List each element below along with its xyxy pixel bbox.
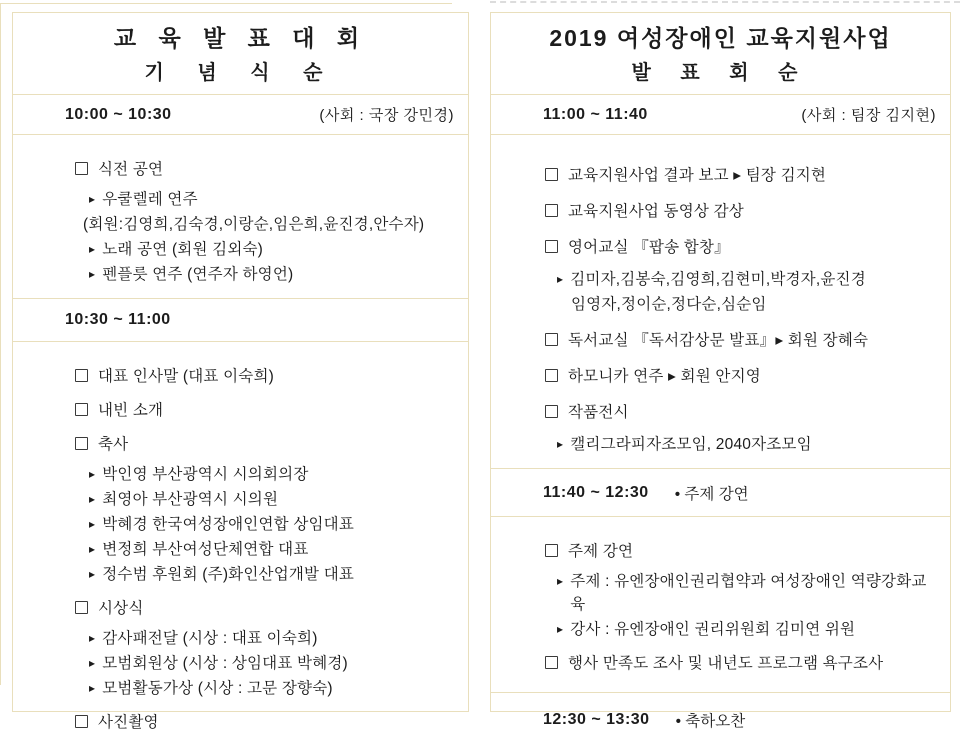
program-subitem [13, 538, 458, 561]
checkbox-icon [75, 162, 88, 175]
program-items-section [491, 516, 950, 692]
program-item [491, 200, 940, 223]
ceremony-subtitle: 기 념 식 순 [144, 61, 337, 84]
triangle-bullet-icon: ▸ [89, 631, 96, 645]
program-item [491, 329, 940, 352]
triangle-bullet-icon: ▸ [557, 437, 564, 451]
triangle-bullet-icon: ▸ [89, 517, 96, 531]
program-subitem [491, 618, 940, 641]
program-item-text: 하모니카 연주 ▸ 회원 안지영 [568, 368, 761, 385]
presentation-subtitle: 발 표 회 순 [631, 61, 810, 84]
program-subitem [13, 188, 458, 211]
ceremony-title: 교 육 발 표 대 회 [113, 25, 368, 52]
checkbox-icon [545, 405, 558, 418]
program-item [491, 401, 940, 424]
schedule-time-row [491, 94, 950, 134]
triangle-bullet-icon: ▸ [89, 656, 96, 670]
program-item-text: 캘리그라피자조모임, 2040자조모임 [570, 436, 812, 453]
triangle-bullet-icon: ▸ [89, 681, 96, 695]
presentation-program-header [491, 13, 950, 94]
program-item [13, 711, 458, 734]
presentation-title: 2019 여성장애인 교육지원사업 [549, 25, 892, 52]
schedule-time-row [491, 692, 950, 742]
left-edge-rule [0, 3, 1, 685]
program-item-text: 주제 : 유엔장애인권리협약과 여성장애인 역량강화교육 [570, 573, 927, 613]
program-item-text: 감사패전달 (시상 : 대표 이숙희) [102, 630, 318, 647]
time-range: 12:30 ~ 13:30 [543, 710, 650, 728]
program-subitem [13, 488, 458, 511]
presentation-program-box [490, 12, 951, 730]
triangle-bullet-icon: ▸ [89, 267, 96, 281]
host-label: (사회 : 팀장 김지현) [801, 107, 936, 124]
program-subitem [13, 563, 458, 586]
checkbox-icon [545, 544, 558, 557]
program-item-text: 교육지원사업 결과 보고 ▸ 팀장 김지현 [568, 167, 827, 184]
program-item-text: 임영자,정이순,정다순,심순임 [571, 296, 767, 313]
program-item-text: 교육지원사업 동영상 감상 [568, 203, 744, 220]
program-subitem [13, 677, 458, 700]
program-item-text: 영어교실 『팝송 합창』 [568, 239, 730, 256]
checkbox-icon [545, 240, 558, 253]
program-item-text: 노래 공연 (회원 김외숙) [102, 241, 264, 258]
program-subitem [491, 293, 940, 316]
time-row-note: • 주제 강연 [674, 485, 749, 503]
program-item-text: 정수범 후원회 (주)화인산업개발 대표 [102, 566, 355, 583]
checkbox-icon [75, 369, 88, 382]
program-item-text: 대표 인사말 (대표 이숙희) [98, 368, 274, 385]
ceremony-program-box [12, 12, 469, 731]
program-item-text: 행사 만족도 조사 및 내년도 프로그램 욕구조사 [568, 655, 884, 672]
program-item [13, 365, 458, 388]
checkbox-icon [545, 333, 558, 346]
ceremony-program-rows [13, 94, 468, 751]
program-item-text: 축사 [98, 436, 129, 453]
time-range: 11:00 ~ 11:40 [543, 105, 648, 123]
top-rule-left [0, 3, 452, 4]
checkbox-icon [545, 656, 558, 669]
triangle-bullet-icon: ▸ [89, 567, 96, 581]
program-item-text: 박혜경 한국여성장애인연합 상임대표 [102, 516, 355, 533]
program-subitem [491, 433, 940, 456]
program-item [13, 399, 458, 422]
program-item-text: 사진촬영 [98, 714, 159, 731]
triangle-bullet-icon: ▸ [89, 467, 96, 481]
program-subitem [13, 238, 458, 261]
time-row-note: • 축하오찬 [675, 712, 746, 730]
program-item-text: 모범회원상 (시상 : 상임대표 박혜경) [102, 655, 348, 672]
program-subitem [491, 268, 940, 291]
page-break-dashed-rule [490, 1, 960, 3]
time-range: 10:30 ~ 11:00 [65, 311, 171, 328]
triangle-bullet-icon: ▸ [557, 622, 564, 636]
program-item-text: 펜플릇 연주 (연주자 하영언) [102, 266, 294, 283]
checkbox-icon [75, 403, 88, 416]
program-item-text: 우쿨렐레 연주 [102, 191, 198, 208]
triangle-bullet-icon: ▸ [557, 272, 564, 286]
time-range: 10:00 ~ 10:30 [65, 105, 172, 123]
program-items-section [13, 134, 468, 298]
program-item-text: 박인영 부산광역시 시의회의장 [102, 466, 309, 483]
program-item-text: 변정희 부산여성단체연합 대표 [102, 541, 309, 558]
program-subitem [13, 627, 458, 650]
program-subitem [13, 213, 458, 236]
program-item-text: 주제 강연 [568, 543, 634, 560]
program-item-text: 독서교실 『독서감상문 발표』▸ 회원 장혜숙 [568, 332, 869, 349]
program-item-text: 최영아 부산광역시 시의원 [102, 491, 279, 508]
host-label: (사회 : 국장 강민경) [319, 107, 454, 124]
triangle-bullet-icon: ▸ [557, 574, 564, 588]
program-item [491, 652, 940, 675]
program-item [13, 597, 458, 620]
checkbox-icon [545, 369, 558, 382]
triangle-bullet-icon: ▸ [89, 542, 96, 556]
program-item [13, 433, 458, 456]
triangle-bullet-icon: ▸ [89, 192, 96, 206]
program-item [491, 365, 940, 388]
ceremony-program-header [13, 13, 468, 94]
program-items-section [491, 134, 950, 468]
program-item-text: 시상식 [98, 600, 144, 617]
checkbox-icon [75, 437, 88, 450]
program-item-text: 식전 공연 [98, 161, 164, 178]
program-item [491, 236, 940, 259]
schedule-time-row [13, 298, 468, 341]
program-item-text: 모범활동가상 (시상 : 고문 장향숙) [102, 680, 333, 697]
program-subitem [13, 263, 458, 286]
program-item-text: 강사 : 유엔장애인 권리위원회 김미연 위원 [570, 621, 856, 638]
checkbox-icon [545, 204, 558, 217]
schedule-time-row [13, 94, 468, 134]
program-item-text: 작품전시 [568, 404, 629, 421]
program-item [491, 540, 940, 563]
time-range: 11:40 ~ 12:30 [543, 483, 649, 501]
program-subitem [13, 513, 458, 536]
schedule-time-row [491, 468, 950, 516]
program-item-text: 김미자,김봉숙,김영희,김현미,박경자,윤진경 [570, 271, 866, 288]
checkbox-icon [75, 715, 88, 728]
program-item-text: 내빈 소개 [98, 402, 164, 419]
program-item [491, 164, 940, 187]
triangle-bullet-icon: ▸ [89, 242, 96, 256]
program-items-section [13, 341, 468, 751]
program-subitem [13, 652, 458, 675]
program-subitem [491, 570, 940, 616]
program-subitem [13, 463, 458, 486]
checkbox-icon [545, 168, 558, 181]
triangle-bullet-icon: ▸ [89, 492, 96, 506]
presentation-program-rows [491, 94, 950, 742]
program-item-text: (회원:김영희,김숙경,이랑순,임은희,윤진경,안수자) [83, 216, 425, 233]
program-item [13, 158, 458, 181]
checkbox-icon [75, 601, 88, 614]
